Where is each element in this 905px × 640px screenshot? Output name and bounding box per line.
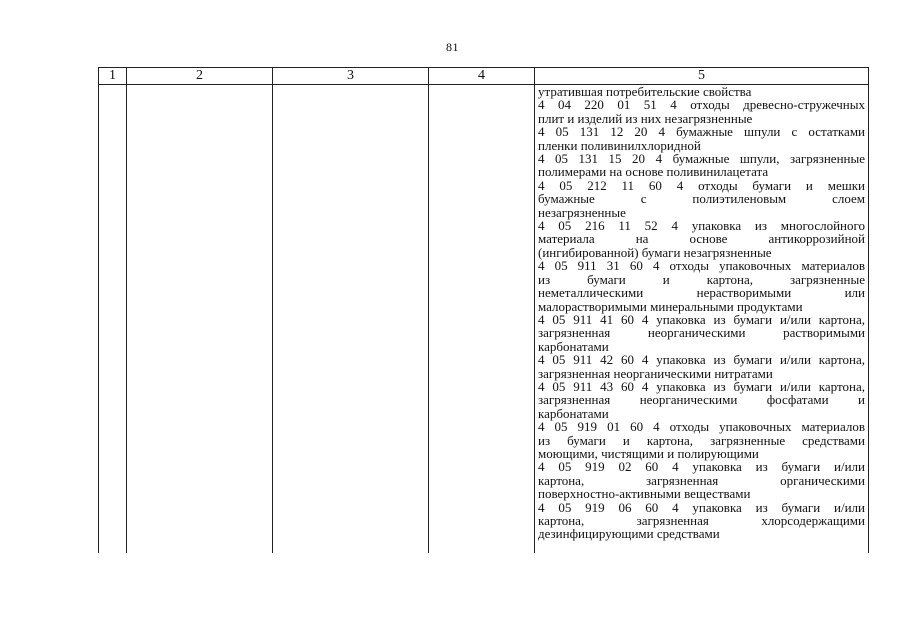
entry-line: 4 05 919 02 60 4 упаковка из бумаги и/или	[538, 459, 865, 475]
entry-line: 4 05 131 15 20 4 бумажные шпули, загрязненные	[538, 151, 865, 167]
entry-line: материала на основе антикоррозийной	[538, 231, 865, 247]
entry-line: утратившая потребительские свойства	[538, 84, 752, 99]
column-header-4: 4	[429, 68, 535, 85]
entry-line: загрязненная неорганическими нитратами	[538, 365, 773, 381]
entry-line: из бумаги и картона, загрязненные средствами	[538, 432, 865, 448]
entry-line: карбонатами	[538, 338, 609, 354]
entry-line: картона, загрязненная хлорсодержащими	[538, 513, 865, 528]
entry-line: 4 05 919 06 60 4 упаковка из бумаги и/или	[538, 499, 865, 515]
entry-line: 4 05 911 43 60 4 упаковка из бумаги и/или картона,	[538, 378, 865, 394]
column-header-1: 1	[99, 68, 127, 85]
cell-col-4	[429, 85, 535, 554]
entry-line: полимерами на основе поливинилацетата	[538, 164, 769, 180]
table-row	[99, 85, 869, 554]
cell-col-3	[273, 85, 429, 554]
entry-line: поверхностно-активными веществами	[538, 486, 751, 502]
entry-line: 4 05 911 41 60 4 упаковка из бумаги и/или картона,	[538, 311, 865, 327]
entry-line: (ингибированной) бумаги незагрязненные	[538, 244, 772, 260]
entry-line: 4 05 911 31 60 4 отходы упаковочных материалов	[538, 258, 865, 274]
entry-line: карбонатами	[538, 405, 609, 421]
column-header-5: 5	[535, 68, 869, 85]
entry-line: дезинфицирующими средствами	[538, 526, 720, 542]
table-header-row	[99, 68, 869, 85]
cell-col-1	[99, 85, 127, 554]
entry-line: 4 05 919 01 60 4 отходы упаковочных материалов	[538, 419, 865, 435]
entry-line: загрязненная неорганическими фосфатами и	[538, 392, 865, 408]
entry-line: 4 05 216 11 52 4 упаковка из многослойного	[538, 218, 865, 234]
entry-line: картона, загрязненная органическими	[538, 472, 865, 488]
entry-line: 4 05 131 12 20 4 бумажные шпули с остатками	[538, 124, 865, 140]
entry-line: моющими, чистящими и полирующими	[538, 445, 759, 461]
entry-line: неметаллическими нерастворимыми или	[538, 285, 865, 301]
entry-line: малорастворимыми минеральными продуктами	[538, 298, 803, 314]
column-header-3: 3	[273, 68, 429, 85]
page-number: 81	[446, 40, 459, 54]
entry-line: 4 04 220 01 51 4 отходы древесно-стружечных	[538, 97, 865, 113]
entry-line: бумажные с полиэтиленовым слоем	[538, 191, 865, 207]
column-header-2: 2	[127, 68, 273, 85]
cell-col-2	[127, 85, 273, 554]
entry-line: 4 05 212 11 60 4 отходы бумаги и мешки	[538, 177, 865, 193]
entry-line: незагрязненные	[538, 204, 626, 220]
cell-col-5	[535, 85, 869, 554]
waste-codes-table	[98, 67, 869, 553]
entry-line: пленки поливинилхлоридной	[538, 137, 701, 153]
entry-line: загрязненная неорганическими растворимыми	[538, 325, 865, 341]
entry-line: из бумаги и картона, загрязненные	[538, 271, 865, 287]
waste-entries-list	[535, 85, 868, 541]
entry-line: плит и изделий из них незагрязненные	[538, 110, 753, 126]
entry-line: 4 05 911 42 60 4 упаковка из бумаги и/или картона,	[538, 352, 865, 368]
